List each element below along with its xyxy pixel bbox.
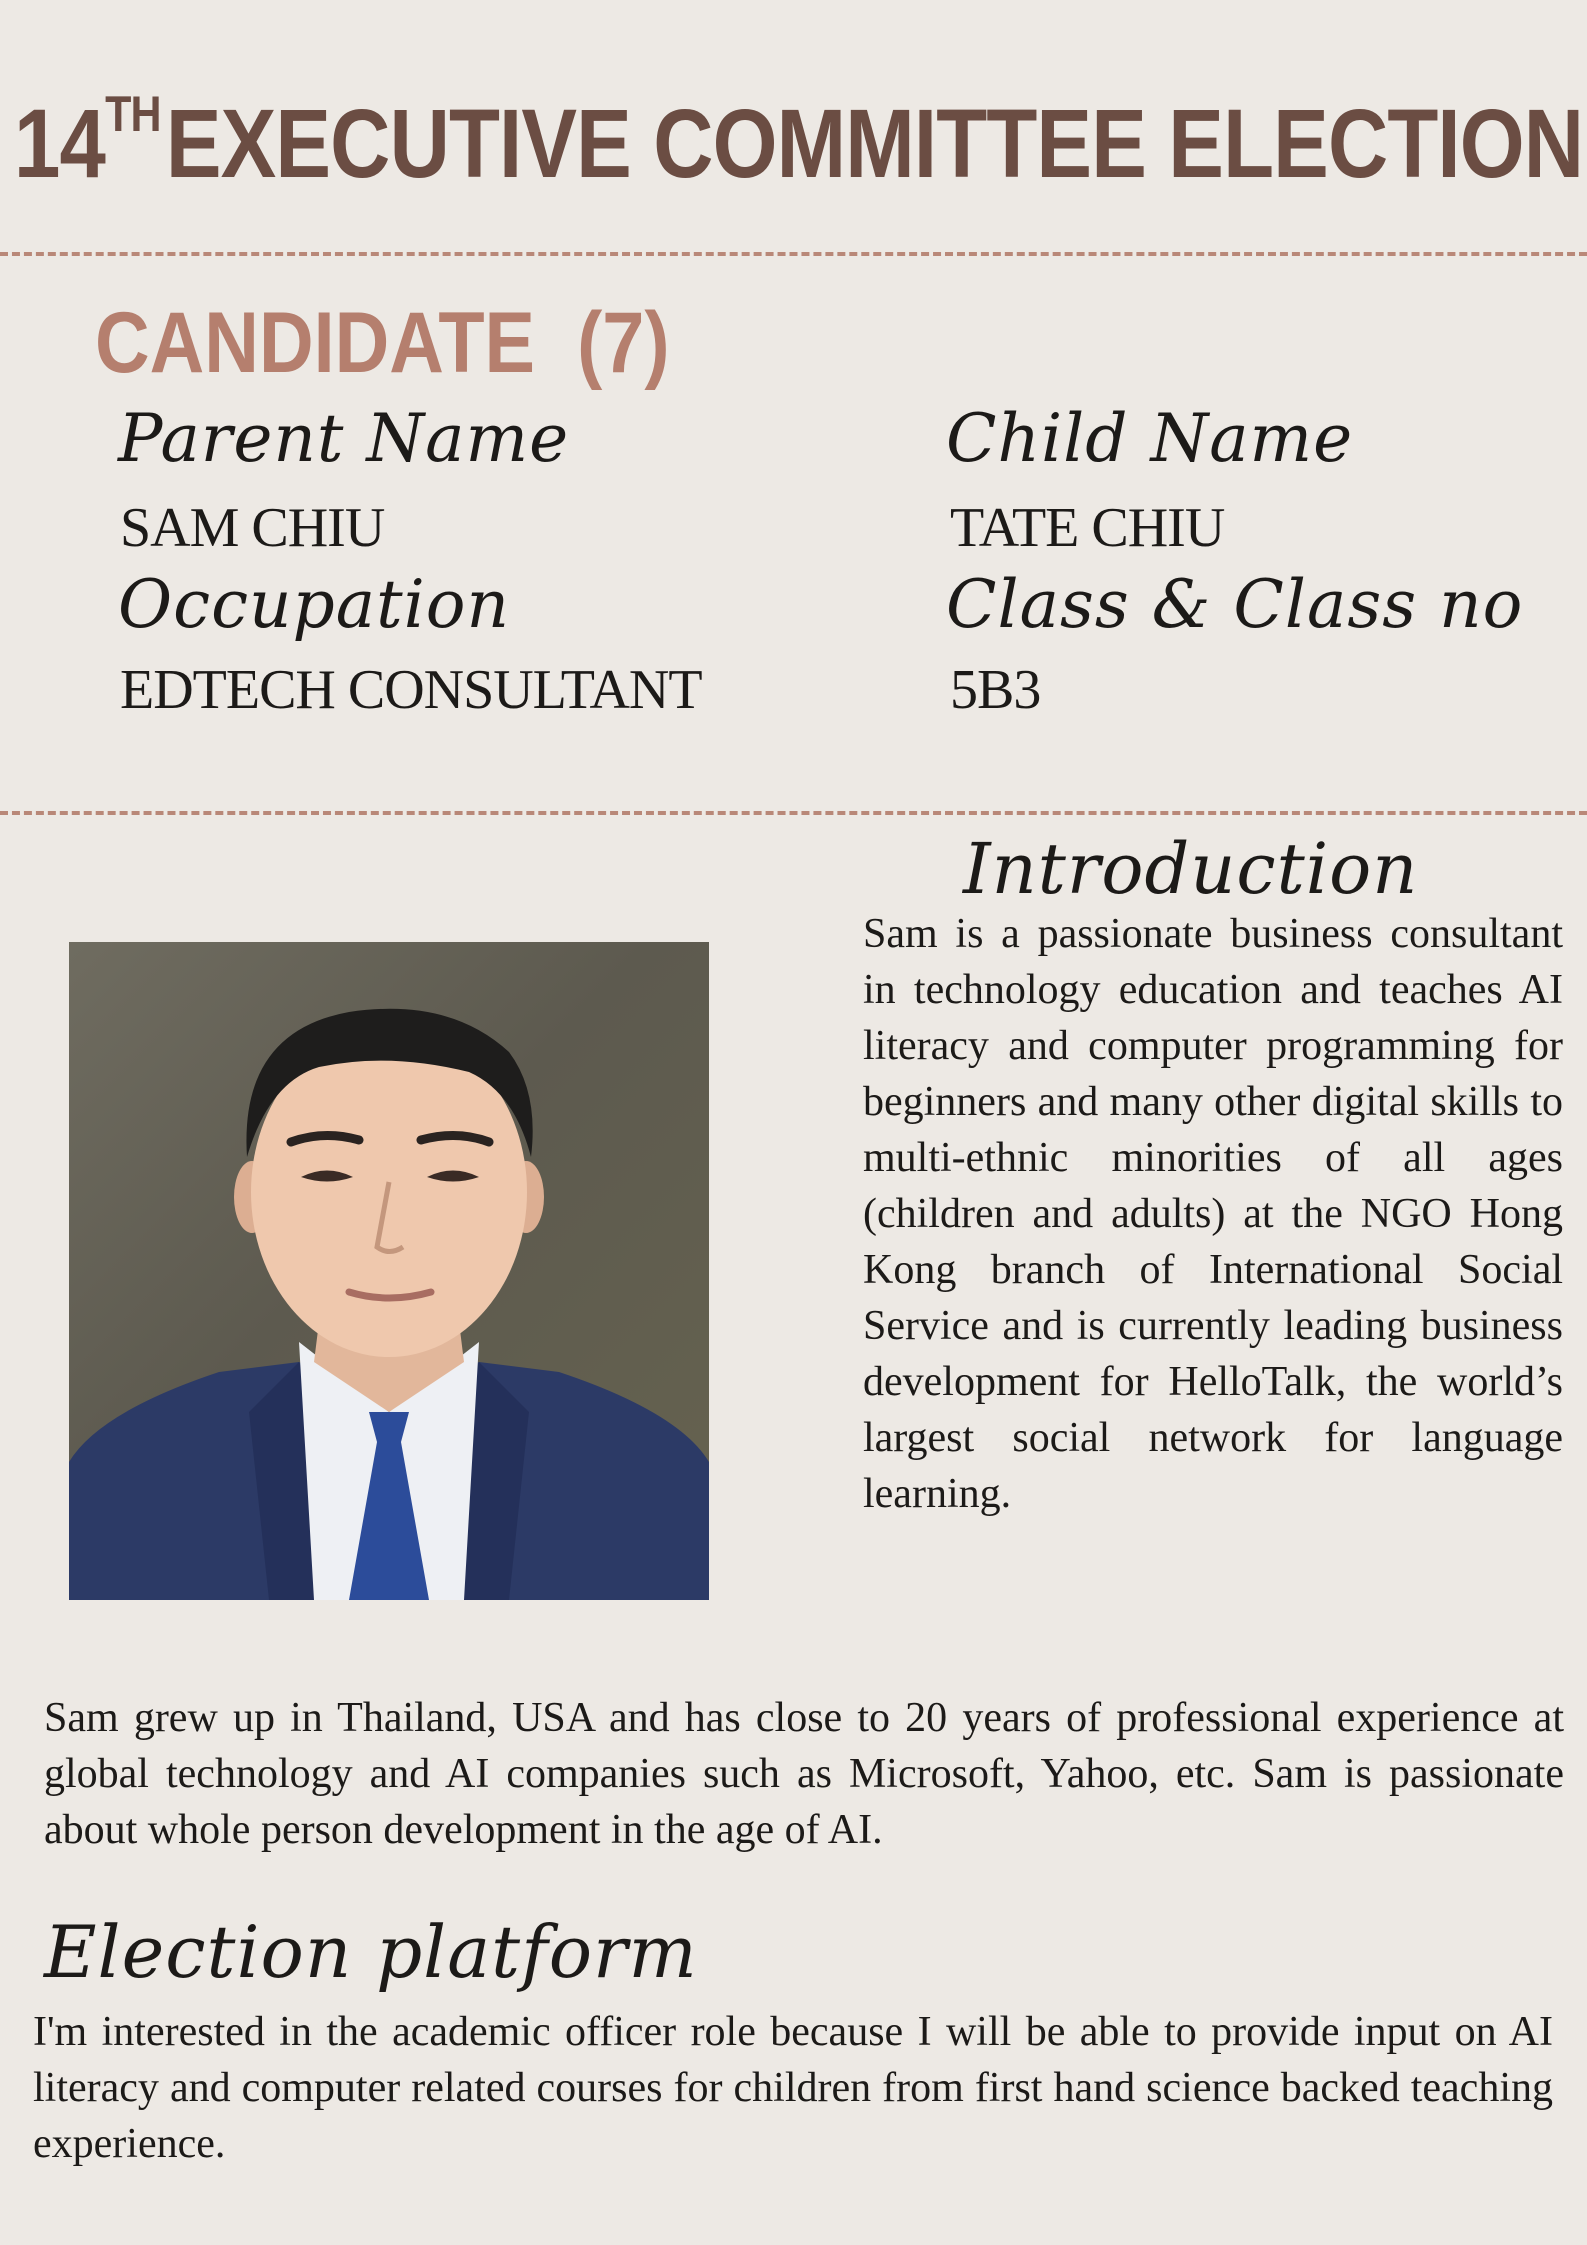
candidate-label: CANDIDATE (7) xyxy=(95,295,670,391)
election-platform-text: I'm interested in the academic officer role because I will be able to provide input on AI literacy and computer related courses for children from first hand science backed teaching experience. xyxy=(33,2009,1553,2167)
title-number: 14 xyxy=(14,89,106,198)
introduction-heading: Introduction xyxy=(963,828,1419,910)
occupation-value: EDTECH CONSULTANT xyxy=(120,659,702,721)
class-label: Class & Class no xyxy=(946,566,1524,643)
child-name-value: TATE CHIU xyxy=(950,497,1225,559)
middle-divider xyxy=(0,811,1587,815)
title-suffix: TH xyxy=(105,86,161,142)
introduction-text: Sam is a passionate business consultant in technology education and teaches AI literacy and computer programming for beginners and many other digital skills to multi-ethnic minorities of all ages (children and adults) at the NGO Hong Kong branch of International Social Service and is currently leading business development for HelloTalk, the world’s largest social network for language learning. xyxy=(863,911,1563,1517)
election-platform-heading: Election platform xyxy=(44,1910,698,1994)
occupation-label: Occupation xyxy=(118,566,511,643)
class-value: 5B3 xyxy=(950,659,1041,721)
portrait-illustration xyxy=(69,942,709,1600)
title-text: EXECUTIVE COMMITTEE ELECTION xyxy=(165,89,1584,198)
parent-name-label: Parent Name xyxy=(118,400,570,477)
top-divider xyxy=(0,252,1587,256)
parent-name-value: SAM CHIU xyxy=(120,497,385,559)
page-title xyxy=(14,86,1584,198)
background-text: Sam grew up in Thailand, USA and has close to 20 years of professional experience at global technology and AI companies such as Microsoft, Yahoo, etc. Sam is passionate about whole person development in the age of AI. xyxy=(44,1695,1564,1853)
child-name-label: Child Name xyxy=(946,400,1354,477)
candidate-photo xyxy=(69,942,709,1600)
